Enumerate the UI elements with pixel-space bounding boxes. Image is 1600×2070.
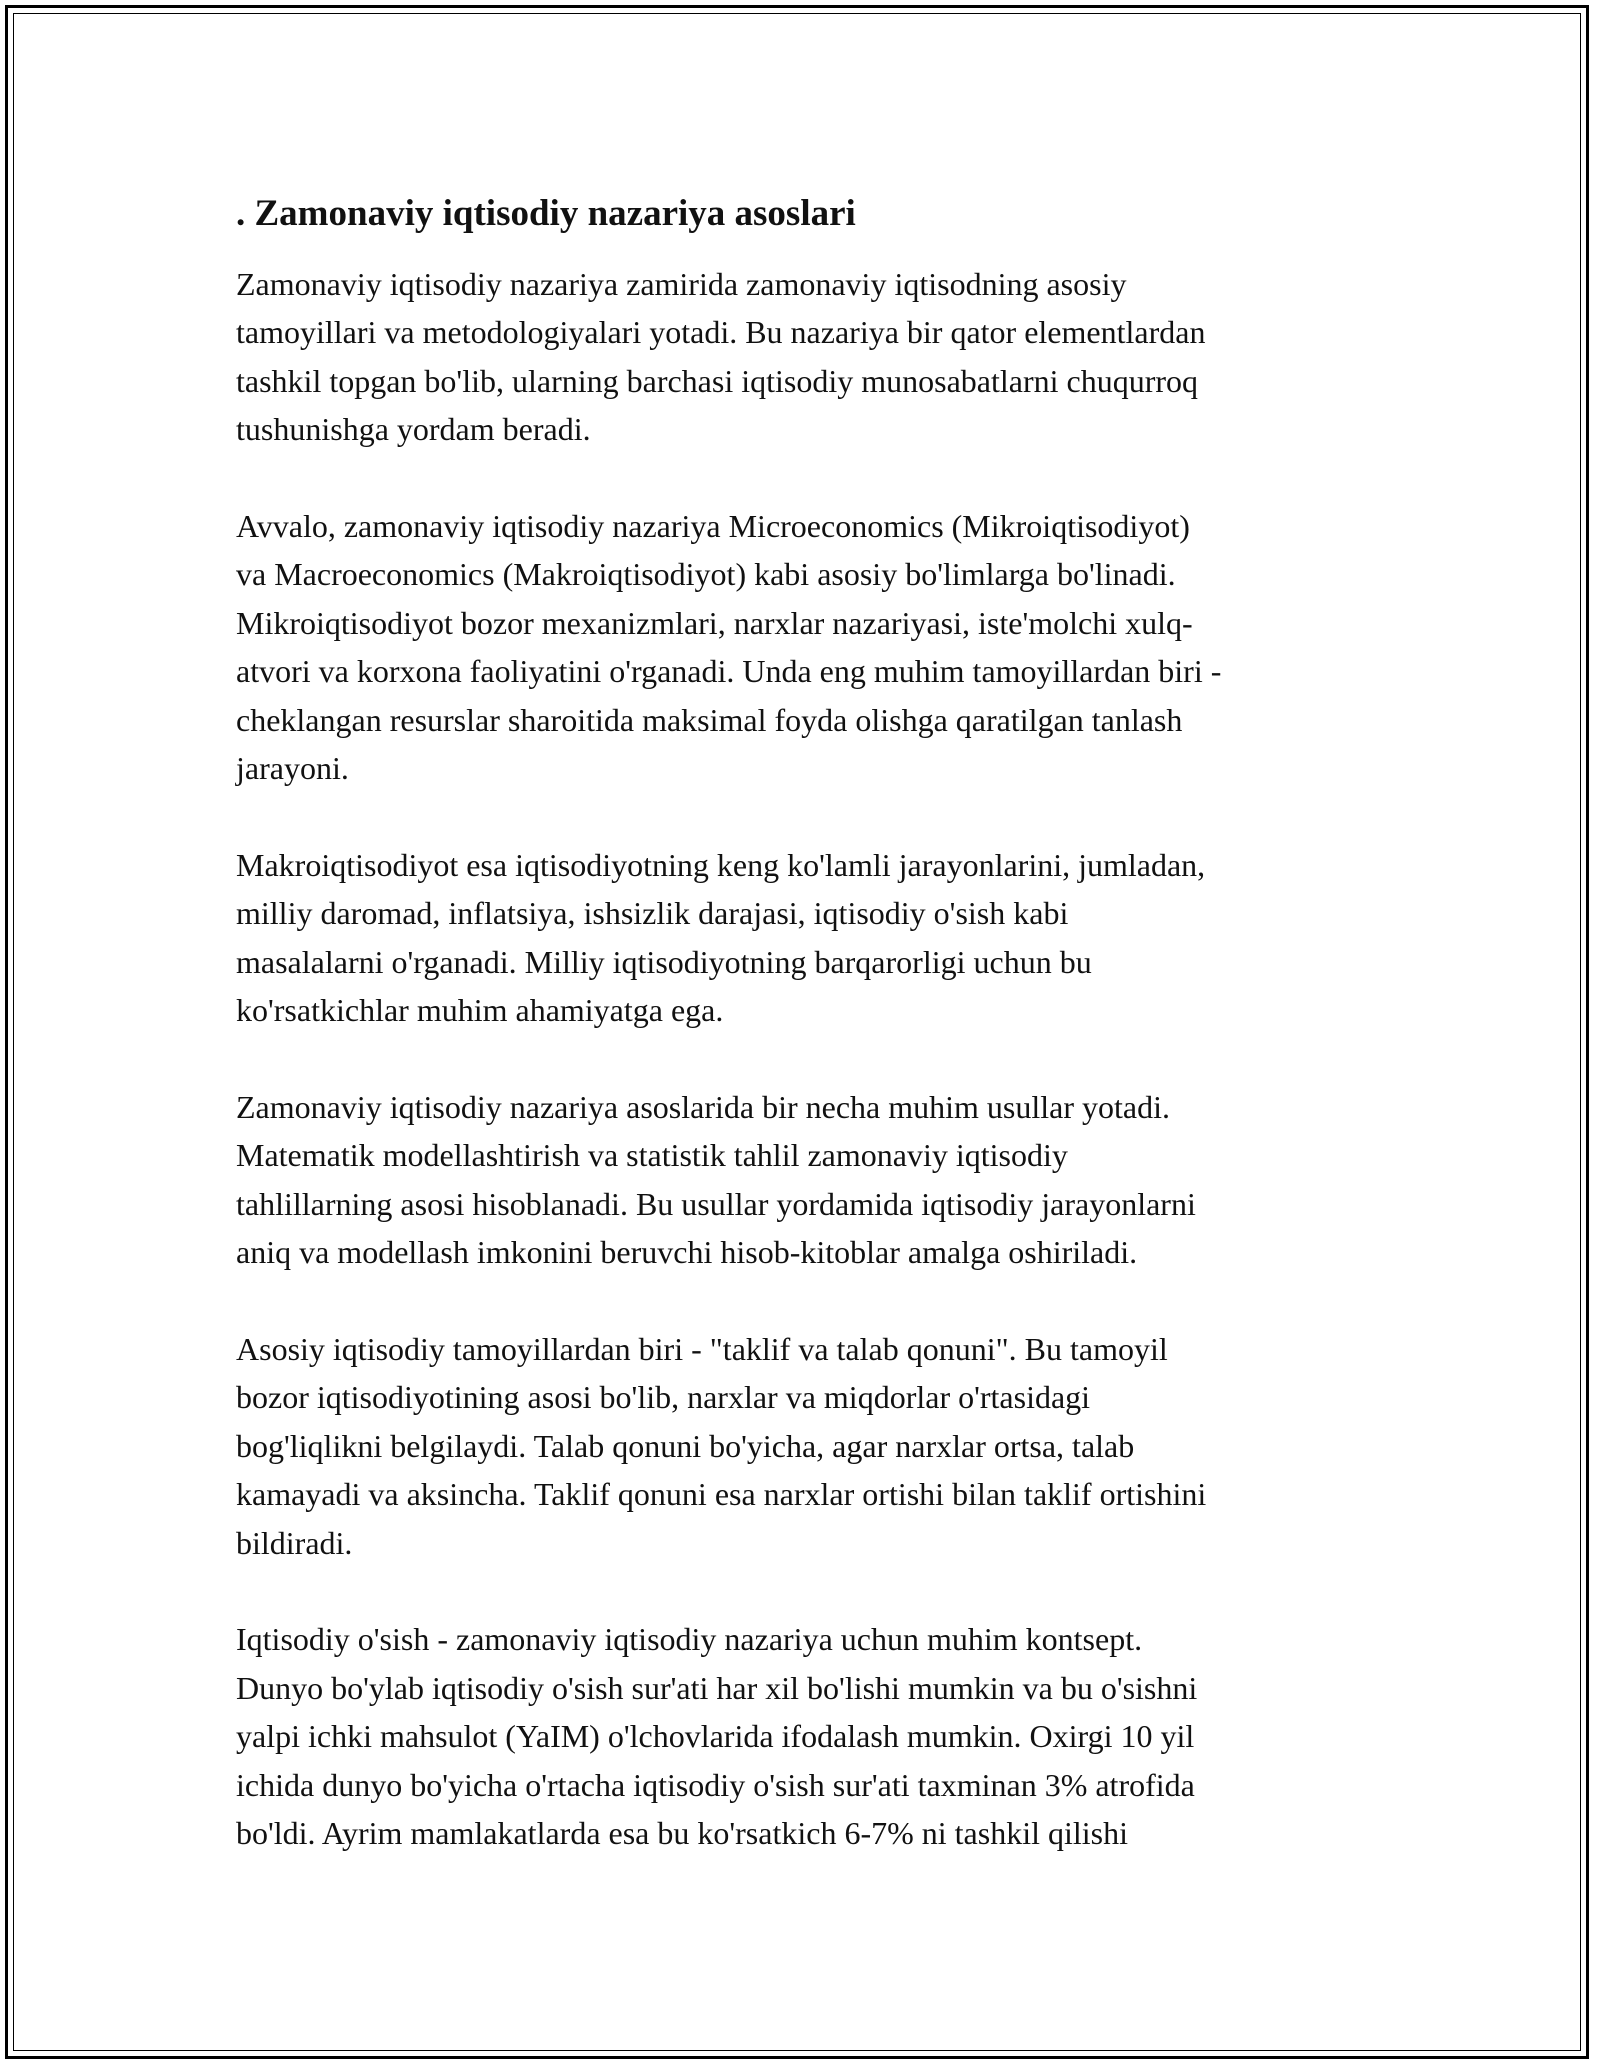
text-line: ko'rsatkichlar muhim ahamiyatga ega. [236,992,724,1029]
text-line: kamayadi va aksincha. Taklif qonuni esa narxlar ortishi bilan taklif ortishini [236,1476,1207,1513]
text-line: ichida dunyo bo'yicha o'rtacha iqtisodiy o'sish sur'ati taxminan 3% atrofida [236,1766,1195,1803]
document-title: . Zamonaviy iqtisodiy nazariya asoslari [236,193,856,234]
text-line: tushunishga yordam beradi. [236,411,591,448]
text-line: tahlillarning asosi hisoblanadi. Bu usullar yordamida iqtisodiy jarayonlarni [236,1185,1196,1222]
text-line: masalalarni o'rganadi. Milliy iqtisodiyotning barqarorligi uchun bu [236,943,1092,980]
text-line: jarayoni. [236,750,349,787]
text-line: Iqtisodiy o'sish - zamonaviy iqtisodiy nazariya uchun muhim kontsept. [236,1621,1143,1658]
text-line: bo'ldi. Ayrim mamlakatlarda esa bu ko'rsatkich 6-7% ni tashkil qilishi [236,1814,1128,1851]
text-line: Mikroiqtisodiyot bozor mexanizmlari, narxlar nazariyasi, iste'molchi xulq- [236,604,1193,641]
paragraph [236,1615,1366,1857]
paragraph [236,1083,1366,1277]
text-line: atvori va korxona faoliyatini o'rganadi. Unda eng muhim tamoyillardan biri - [236,653,1222,690]
paragraph [236,502,1366,792]
text-line: milliy daromad, inflatsiya, ishsizlik darajasi, iqtisodiy o'sish kabi [236,895,1069,932]
text-line: Zamonaviy iqtisodiy nazariya asoslarida bir necha muhim usullar yotadi. [236,1088,1170,1125]
text-line: Matematik modellashtirish va statistik tahlil zamonaviy iqtisodiy [236,1137,1068,1174]
text-line: Dunyo bo'ylab iqtisodiy o'sish sur'ati har xil bo'lishi mumkin va bu o'sishni [236,1669,1198,1706]
text-line: Zamonaviy iqtisodiy nazariya zamirida zamonaviy iqtisodning asosiy [236,266,1127,302]
text-line: yalpi ichki mahsulot (YaIM) o'lchovlarida ifodalash mumkin. Oxirgi 10 yil [236,1718,1195,1755]
text-line: bozor iqtisodiyotining asosi bo'lib, narxlar va miqdorlar o'rtasidagi [236,1379,1091,1416]
text-line: bildiradi. [236,1524,353,1561]
paragraph [236,260,1366,454]
document-body [236,188,1366,1906]
text-line: va Macroeconomics (Makroiqtisodiyot) kabi asosiy bo'limlarga bo'linadi. [236,556,1176,593]
paragraph [236,1325,1366,1567]
text-line: Avvalo, zamonaviy iqtisodiy nazariya Microeconomics (Mikroiqtisodiyot) [236,508,1190,545]
paragraph [236,841,1366,1035]
text-line: tashkil topgan bo'lib, ularning barchasi iqtisodiy munosabatlarni chuqurroq [236,362,1199,399]
text-line: Asosiy iqtisodiy tamoyillardan biri - "taklif va talab qonuni". Bu tamoyil [236,1330,1168,1367]
text-line: Makroiqtisodiyot esa iqtisodiyotning keng ko'lamli jarayonlarini, jumladan, [236,846,1206,883]
text-line: cheklangan resurslar sharoitida maksimal foyda olishga qaratilgan tanlash [236,701,1183,738]
paragraph-list [236,260,1366,1857]
text-line: bog'liqlikni belgilaydi. Talab qonuni bo'yicha, agar narxlar ortsa, talab [236,1427,1135,1464]
text-line: aniq va modellash imkonini beruvchi hisob-kitoblar amalga oshiriladi. [236,1234,1138,1271]
text-line: tamoyillari va metodologiyalari yotadi. Bu nazariya bir qator elementlardan [236,314,1206,351]
